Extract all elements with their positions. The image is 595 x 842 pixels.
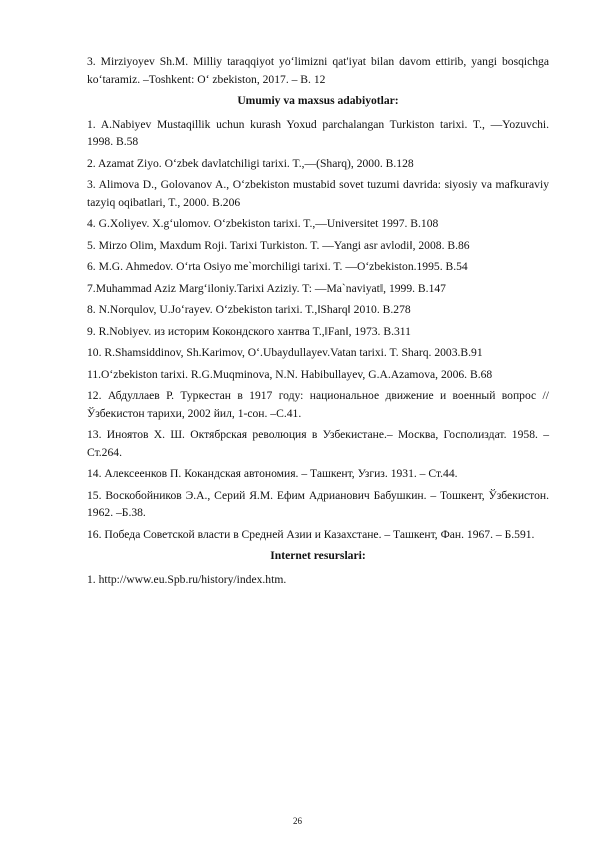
reference-item: 1. A.Nabiyev Mustaqillik uchun kurash Yoxud parchalangan Turkiston tarixi. T., ―Yozuvchi. 1998. B.58 xyxy=(87,117,549,148)
reference-item: 13. Иноятов Х. Ш. Октябрская революция в Узбекистане.– Москва, Госполиздат. 1958. – Ст.264. xyxy=(87,428,549,459)
reference-item: 2. Azamat Ziyo. O‘zbek davlatchiligi tarixi. T.,―(Sharq), 2000. B.128 xyxy=(87,156,414,170)
reference-item: 9. R.Nobiyev. из историм Кокондского хантва T.,‖Fan‖, 1973. B.311 xyxy=(87,324,411,338)
reference-item: 3. Alimova D., Golovanov A., O‘zbekiston mustabid sovet tuzumi davrida: siyosiy va mafkuraviy tazyiq oqibatlari, T., 2000. B.206 xyxy=(87,178,549,209)
page-number: 26 xyxy=(293,816,302,826)
reference-list xyxy=(87,116,549,544)
reference-item: 12. Абдуллаев Р. Туркестан в 1917 году: национальное движение и военный вопрос // Ўзбекистон тарихи, 2002 йил, 1-сон. –С.41. xyxy=(87,389,549,420)
reference-item: 7.Muhammad Aziz Marg‘iloniy.Tarixi Aziziy. T: ―Ma`naviyat‖, 1999. B.147 xyxy=(87,281,446,295)
reference-item: 11.O‘zbekiston tarixi. R.G.Muqminova, N.N. Habibullayev, G.A.Azamova, 2006. B.68 xyxy=(87,367,493,381)
section-heading-literature: Umumiy va maxsus adabiyotlar: xyxy=(237,94,399,107)
reference-item: 10. R.Shamsiddinov, Sh.Karimov, O‘.Ubaydullayev.Vatan tarixi. T. Sharq. 2003.B.91 xyxy=(87,346,483,359)
intro-reference: 3. Mirziyoyev Sh.M. Milliy taraqqiyot yo‘limizni qat'iyat bilan davom ettirib, yangi bosqichga ko‘taramiz. –Toshkent: O‘ zbekiston, 2017. – B. 12 xyxy=(87,55,549,86)
internet-link[interactable]: 1. http://www.eu.Spb.ru/history/index.htm. xyxy=(87,572,287,586)
reference-item: 8. N.Norqulov, U.Jo‘rayev. O‘zbekiston tarixi. T.,‖Sharq‖ 2010. B.278 xyxy=(87,303,411,316)
section-heading-internet: Internet resurslari: xyxy=(270,549,366,562)
reference-item: 16. Победа Советской власти в Средней Азии и Казахстане. – Ташкент, Фан. 1967. – Б.591. xyxy=(87,527,535,541)
reference-item: 14. Алексеенков П. Кокандская автономия. – Ташкент, Узгиз. 1931. – Ст.44. xyxy=(87,467,458,480)
reference-item: 5. Mirzo Olim, Maxdum Roji. Tarixi Turkiston. T. ―Yangi asr avlodi‖, 2008. B.86 xyxy=(87,238,470,252)
reference-item: 6. M.G. Ahmedov. O‘rta Osiyo me`morchiligi tarixi. T. ―O‘zbekiston.1995. B.54 xyxy=(87,260,468,273)
reference-item: 4. G.Xoliyev. X.g‘ulomov. O‘zbekiston tarixi. T.,―Universitet 1997. B.108 xyxy=(87,217,439,230)
page-content xyxy=(87,53,549,592)
reference-item: 15. Воскобойников Э.А., Серий Я.М. Ефим Адрианович Бабушкин. – Тошкент, Ўзбекистон. 1962. –Б.38. xyxy=(87,488,549,519)
